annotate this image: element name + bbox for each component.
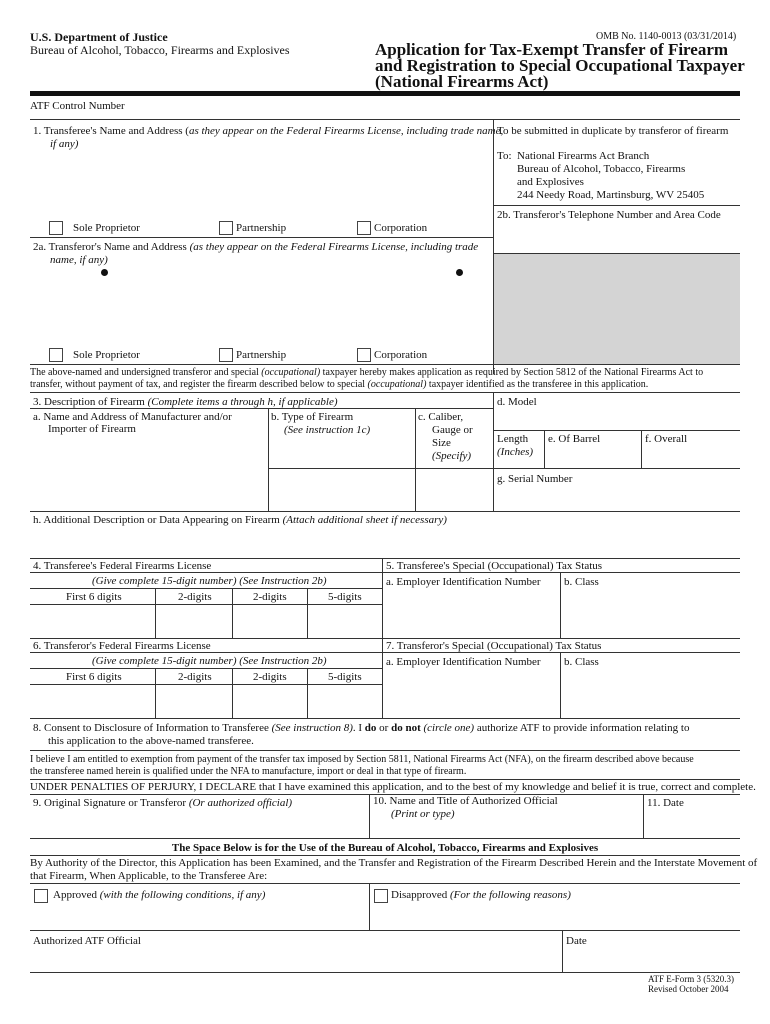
transferee-ffl-2digits-field[interactable] [158,607,230,636]
divider [30,684,382,685]
divider [30,558,740,559]
transferor-ein-label: a. Employer Identification Number [386,656,541,668]
transferee-tax-status-title: 5. Transferee's Special (Occupational) Tax Status [386,560,603,572]
caliber-label: c. Caliber, [418,411,464,423]
transferor-ffl-2digits-field-b[interactable] [235,687,305,716]
transferor-tax-status-title: 7. Transferor's Special (Occupational) Tax Status [386,640,602,652]
atf-control-field[interactable] [240,99,490,113]
exemption-statement-line1: I believe I am entitled to exemption from payment of the transfer tax imposed by Section 5811, National Firearms Act (NFA), on the firearm described above because [30,754,694,765]
transferee-class-label: b. Class [564,576,599,588]
divider [30,604,382,605]
atf-control-label: ATF Control Number [30,100,125,112]
statement-line2: transfer, without payment of tax, and register the firearm described below to special (occupational) taxpayer identified as the transferee in this application. [30,379,649,390]
divider [155,588,156,638]
divider [493,468,740,469]
transferee-ein-label: a. Employer Identification Number [386,576,541,588]
ffl-col-5digits: 5-digits [328,671,362,683]
date-label: 11. Date [647,797,684,809]
divider [155,668,156,718]
divider [30,750,740,751]
length-inches-label: (Inches) [497,446,534,458]
divider [30,364,740,365]
additional-description-field[interactable] [33,528,733,556]
consent-do-not-option[interactable]: do not [391,722,421,734]
transferee-class-field[interactable] [564,592,734,634]
official-name-instruction: (Print or type) [391,808,455,820]
transferee-ein-field[interactable] [386,592,556,634]
divider [560,572,561,638]
transferee-ffl-first6-field[interactable] [33,607,153,636]
transferee-ffl-title: 4. Transferee's Federal Firearms License [33,560,212,572]
to-address-line4: 244 Needy Road, Martinsburg, WV 25405 [517,189,705,201]
approved-checkbox[interactable] [34,889,48,903]
corporation-label: Corporation [374,222,428,234]
divider [493,205,740,206]
bureau-name: Bureau of Alcohol, Tobacco, Firearms and Explosives [30,43,290,57]
transferee-ffl-2digits-field-b[interactable] [235,607,305,636]
additional-description-label: h. Additional Description or Data Appearing on Firearm (Attach additional sheet if necessary) [33,514,447,526]
department-name: U.S. Department of Justice [30,30,168,44]
divider [30,572,740,573]
divider [643,794,644,838]
transferor-name-field[interactable] [40,280,480,342]
transferor-ffl-title: 6. Transferor's Federal Firearms License [33,640,211,652]
atf-authority-line1: By Authority of the Director, this Application has been Examined, and the Transfer and Registration of the Firearm Described Herein and the Interstate Movement of [30,857,758,869]
signature-label: 9. Original Signature or Transferor (Or authorized official) [33,797,293,809]
partnership-label: Partnership [236,349,287,361]
ffl-col-2digits: 2-digits [253,591,287,603]
serial-number-label: g. Serial Number [497,473,573,485]
transferor-class-field[interactable] [564,672,734,714]
approved-label: Approved (with the following conditions, if any) [53,889,266,901]
divider [369,794,370,838]
atf-date-label: Date [566,935,587,947]
sole-proprietor-label: Sole Proprietor [73,222,140,234]
transferor-sole-proprietor-checkbox[interactable] [49,348,63,362]
disapproved-label: Disapproved (For the following reasons) [391,889,571,901]
form-number: ATF E-Form 3 (5320.3) [648,974,734,984]
divider [30,652,740,653]
length-label: Length [497,433,529,445]
divider [562,930,563,972]
model-field[interactable] [497,409,735,429]
transferee-sole-proprietor-checkbox[interactable] [49,221,63,235]
manufacturer-field[interactable] [33,440,263,508]
phone-field[interactable] [497,222,735,250]
omb-number: OMB No. 1140-0013 (03/31/2014) [596,31,737,42]
signature-field[interactable] [33,812,363,836]
transferor-ffl-first6-field[interactable] [33,687,153,716]
official-name-field[interactable] [373,821,638,837]
sole-proprietor-label: Sole Proprietor [73,349,140,361]
atf-date-field[interactable] [566,950,736,970]
divider [30,638,740,639]
transferor-partnership-checkbox[interactable] [219,348,233,362]
transferor-ein-field[interactable] [386,672,556,714]
transferor-ffl-5digits-field[interactable] [310,687,380,716]
divider [30,883,740,884]
transferor-ffl-instruction: (Give complete 15-digit number) (See Instruction 2b) [92,655,327,667]
ffl-col-2digits: 2-digits [178,671,212,683]
divider [30,237,493,238]
ffl-col-5digits: 5-digits [328,591,362,603]
caliber-label-gauge: Gauge or [432,424,473,436]
divider [382,638,383,718]
divider [268,468,493,469]
divider [232,668,233,718]
divider [30,930,740,931]
transferor-class-label: b. Class [564,656,599,668]
bullet-marker [101,269,108,276]
divider [30,718,740,719]
firearm-description-title: 3. Description of Firearm (Complete items a through h, if applicable) [33,396,338,408]
transferee-ffl-instruction: (Give complete 15-digit number) (See Instruction 2b) [92,575,327,587]
consent-label-cont: this application to the above-named transferee. [48,735,254,747]
firearm-type-instruction: (See instruction 1c) [284,424,371,436]
divider [544,430,545,468]
firearm-type-field[interactable] [272,472,412,508]
divider [30,408,493,409]
statement-line1: The above-named and undersigned transferor and special (occupational) taxpayer hereby makes application as required by Section 5812 of the National Firearms Act to [30,367,704,378]
transferee-partnership-checkbox[interactable] [219,221,233,235]
barrel-length-label: e. Of Barrel [548,433,601,445]
divider [493,430,740,431]
divider [30,392,740,393]
atf-section-heading: The Space Below is for the Use of the Bureau of Alcohol, Tobacco, Firearms and Explosives [171,842,599,854]
transferee-name-field[interactable] [40,156,480,214]
to-address-line2: Bureau of Alcohol, Tobacco, Firearms [517,163,686,175]
date-field[interactable] [647,812,737,836]
form-title-line1: Application for Tax-Exempt Transfer of Firearm [375,40,729,59]
caliber-label-size: Size [432,437,451,449]
divider [415,408,416,511]
to-address-line1: National Firearms Act Branch [517,150,650,162]
divider [307,668,308,718]
header-rule [30,91,740,96]
form-revision: Revised October 2004 [648,984,729,994]
divider [369,883,370,930]
divider [30,668,382,669]
disapproved-checkbox[interactable] [374,889,388,903]
divider [30,972,740,973]
atf-authority-line2: that Firearm, When Applicable, to the Transferee Are: [30,870,268,882]
manufacturer-label: a. Name and Address of Manufacturer and/or [33,411,232,423]
consent-label: 8. Consent to Disclosure of Information to Transferee (See instruction 8). I do or do not (circle one) authorize ATF to provide information relating to [33,722,690,734]
manufacturer-label-cont: Importer of Firearm [48,423,136,435]
divider [493,392,494,511]
transferee-name-label-cont: if any) [50,138,79,150]
transferor-name-label-cont: name, if any) [50,254,108,266]
divider [30,838,740,839]
overall-length-label: f. Overall [645,433,688,445]
submit-note: To be submitted in duplicate by transferor of firearm [497,125,729,137]
model-label: d. Model [497,396,537,408]
serial-number-field[interactable] [497,488,735,508]
caliber-label-specify: (Specify) [432,450,472,462]
divider [30,855,740,856]
divider [307,588,308,638]
divider [232,588,233,638]
consent-do-option[interactable]: do [364,722,377,734]
ffl-col-2digits: 2-digits [178,591,212,603]
firearm-type-label: b. Type of Firearm [271,411,354,423]
exemption-statement-line2: the transferee named herein is qualified under the NFA to manufacture, import or deal in that type of firearm. [30,766,467,777]
divider [268,408,269,511]
shaded-area [494,254,740,364]
to-label: To: [497,150,512,162]
transferor-ffl-2digits-field[interactable] [158,687,230,716]
authorized-official-field[interactable] [33,950,558,970]
to-address-line3: and Explosives [517,176,584,188]
corporation-label: Corporation [374,349,428,361]
ffl-col-first6: First 6 digits [66,591,122,603]
phone-label: 2b. Transferor's Telephone Number and Area Code [497,209,721,221]
form-title-line3: (National Firearms Act) [375,72,549,91]
official-name-label: 10. Name and Title of Authorized Official [373,795,558,807]
transferor-name-label: 2a. Transferor's Name and Address (as they appear on the Federal Firearms License, including trade [33,241,479,253]
divider [30,119,740,120]
partnership-label: Partnership [236,222,287,234]
ffl-col-first6: First 6 digits [66,671,122,683]
transferee-corporation-checkbox[interactable] [357,221,371,235]
divider [641,430,642,468]
transferor-corporation-checkbox[interactable] [357,348,371,362]
divider [30,779,740,780]
authorized-official-label: Authorized ATF Official [33,935,141,947]
transferee-name-label: 1. Transferee's Name and Address (as they appear on the Federal Firearms License, including trade name, [33,125,504,137]
caliber-field[interactable] [418,472,490,508]
divider [30,511,740,512]
perjury-statement: UNDER PENALTIES OF PERJURY, I DECLARE that I have examined this application, and to the best of my knowledge and belief it is true, correct and complete. [30,781,756,793]
ffl-col-2digits: 2-digits [253,671,287,683]
divider [560,652,561,718]
bullet-marker [456,269,463,276]
divider [382,558,383,638]
divider [30,588,382,589]
form-title-line2: and Registration to Special Occupational Taxpayer [375,56,745,75]
transferee-ffl-5digits-field[interactable] [310,607,380,636]
